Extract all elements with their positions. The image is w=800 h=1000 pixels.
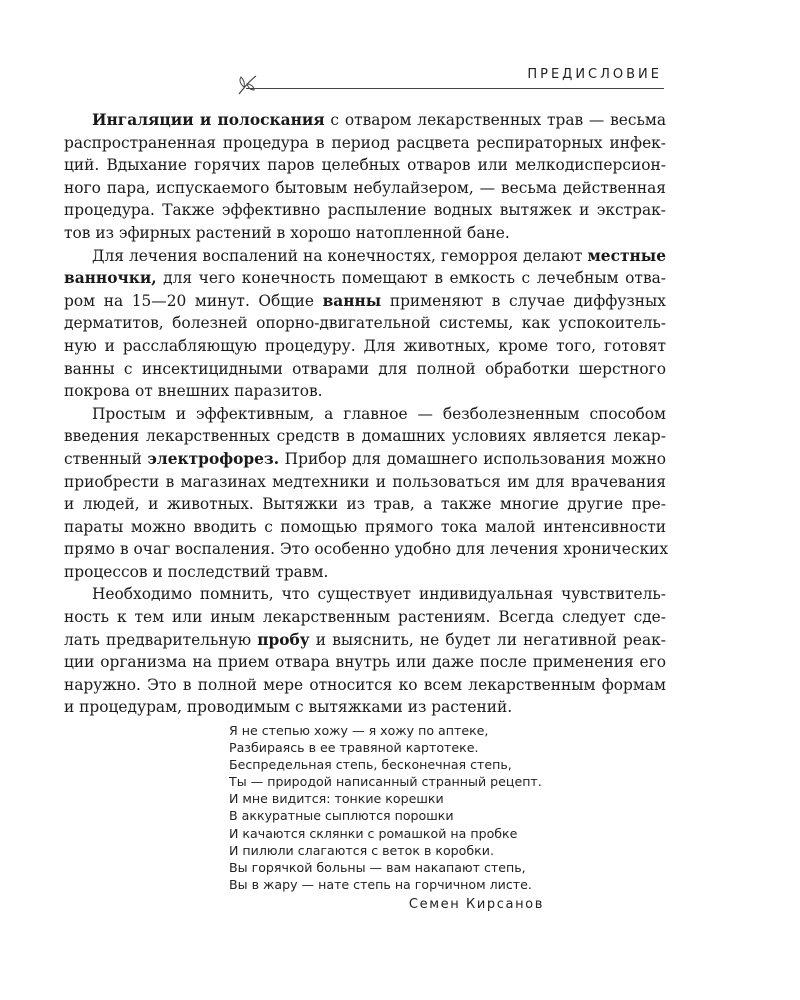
text-line: лать предварительную пробу и выяснить, не будет ли негативной реак- [64, 630, 666, 649]
paragraph [64, 403, 668, 584]
text-line: наружно. Это в полной мере относится ко всем лекарственным формам [64, 675, 666, 694]
text-line: Ингаляции и полоскания с отваром лекарственных трав — весьма [92, 111, 666, 129]
text-line: ром на 15—20 минут. Общие ванны применяют в случае диффузных [64, 291, 666, 310]
text-line: приобрести в магазинах медтехники и пользоваться им для врачевания [64, 472, 666, 491]
paragraph [64, 245, 666, 403]
text-line: тов из эфирных растений в хорошо натопленной бане. [64, 223, 510, 242]
body-text [64, 109, 668, 719]
text-line: Простым и эффективным, а главное — безболезненным способом [92, 404, 666, 423]
text-line: прямо в очаг воспаления. Это особенно удобно для лечения хронических [64, 540, 668, 559]
poem-line: Беспредельная степь, бесконечная степь, [229, 757, 512, 773]
text-line: Необходимо помнить, что существует индивидуальная чувствитель- [92, 585, 666, 604]
text-line: ную и расслабляющую процедуру. Для животных, кроме того, готовят [64, 336, 666, 355]
text-line: и людей, и животных. Вытяжки из трав, а также многие другие пре- [64, 495, 666, 514]
paragraph [64, 109, 666, 245]
epigraph-poem [229, 722, 559, 913]
header-rule [246, 88, 664, 89]
text-line: и процедурам, проводимым с вытяжками из растений. [64, 698, 513, 717]
text-line: ность к тем или иным лекарственным растениям. Всегда следует сде- [64, 608, 666, 627]
text-line: параты можно вводить с помощью прямого тока малой интенсивности [64, 517, 666, 536]
text-line: ного пара, испускаемого бытовым небулайзером, — весьма действенная [64, 178, 666, 197]
text-line: процедура. Также эффективно распыление водных вытяжек и экстрак- [64, 201, 666, 220]
poem-author: Семен Кирсанов [408, 896, 544, 912]
text-line: ции организма на прием отвара внутрь или даже после применения его [64, 653, 666, 672]
paragraph [64, 583, 666, 719]
poem-line: И пилюли слагаются с веток в коробки. [229, 842, 494, 858]
poem-line: Разбираясь в ее травяной картотеке. [229, 740, 479, 756]
poem-line: Вы в жару — нате степь на горчичном листе. [229, 876, 532, 892]
text-line: процессов и последствий травм. [64, 562, 329, 581]
text-line: Для лечения воспалений на конечностях, геморроя делают местные [92, 246, 666, 265]
poem-line: В аккуратные сыплются порошки [229, 808, 454, 824]
leaf-sprig-icon [236, 70, 258, 100]
text-line: ственный электрофорез. Прибор для домашнего использования можно [64, 449, 666, 468]
running-head: ПРЕДИСЛОВИЕ [527, 67, 662, 82]
text-line: ций. Вдыхание горячих паров целебных отваров или мелкодисперсион- [64, 156, 666, 175]
poem-line: Ты — природой написанный странный рецепт. [229, 774, 542, 790]
page-header [236, 62, 664, 92]
poem-line: И мне видится: тонкие корешки [229, 791, 444, 807]
poem-line: Вы горячкой больны — вам накапают степь, [229, 859, 526, 875]
text-line: распространенная процедура в период расцвета респираторных инфек- [64, 133, 666, 152]
text-line: дерматитов, болезней опорно-двигательной системы, как успокоитель- [64, 314, 666, 333]
text-line: ванны с инсектицидными отварами для полной обработки шерстного [64, 359, 666, 378]
text-line: покрова от внешних паразитов. [64, 382, 323, 401]
text-line: введения лекарственных средств в домашних условиях является лекар- [64, 427, 666, 446]
text-line: ванночки, для чего конечность помещают в емкость с лечебным отва- [64, 269, 666, 288]
poem-line: И качаются склянки с ромашкой на пробке [229, 825, 518, 841]
poem-line: Я не степью хожу — я хожу по аптеке, [229, 723, 489, 738]
